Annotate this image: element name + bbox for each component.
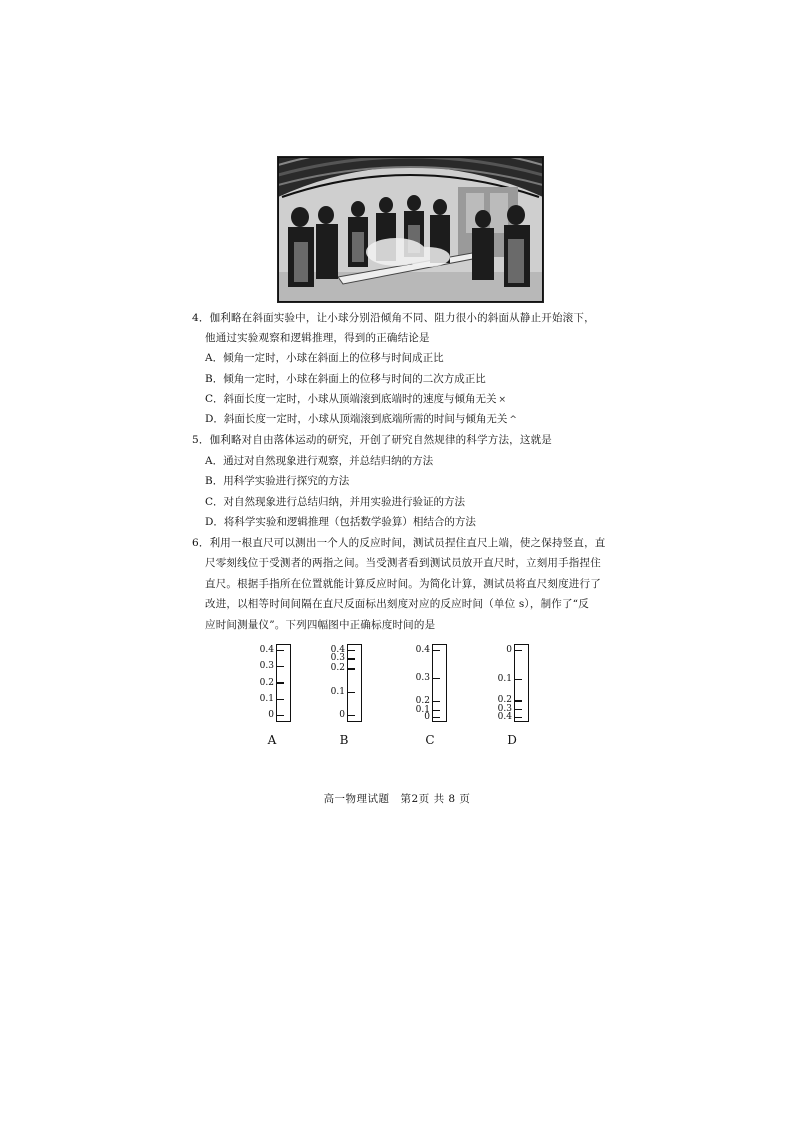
- ruler-tick-label: 0.2: [415, 696, 430, 707]
- q5-option-c-text: C．对自然现象进行总结归纳，并用实验进行验证的方法: [205, 496, 466, 508]
- ruler-tick: [348, 715, 355, 716]
- ruler-tick-label: 0.3: [259, 661, 274, 672]
- q4-option-b[interactable]: [205, 372, 486, 386]
- ruler-tick: [277, 650, 284, 651]
- q4-option-c-handwritten-mark: ×: [498, 395, 507, 405]
- q5-option-d-text: D．将科学实验和逻辑推理（包括数学验算）相结合的方法: [205, 516, 476, 528]
- ruler-tick: [348, 692, 355, 693]
- ruler-tick: [348, 668, 355, 669]
- engraving-image: [278, 157, 543, 302]
- ruler-bar: [347, 644, 362, 722]
- q6-stem-line-1: 6．利用一根直尺可以测出一个人的反应时间，测试员捏住直尺上端，使之保持竖直，直: [192, 537, 606, 549]
- q4-option-b-text: B．倾角一定时，小球在斜面上的位移与时间的二次方成正比: [205, 373, 486, 385]
- ruler-option-letter: B: [339, 733, 349, 747]
- ruler-tick: [515, 700, 522, 701]
- ruler-tick-label: 0.3: [330, 653, 345, 664]
- ruler-tick-label: 0.4: [415, 644, 430, 655]
- ruler-tick-label: 0.1: [330, 686, 345, 697]
- q4-option-c-text: C．斜面长度一定时，小球从顶端滚到底端时的速度与倾角无关: [205, 393, 497, 405]
- ruler-option-letter: C: [425, 733, 435, 747]
- galileo-experiment-engraving: [277, 156, 544, 303]
- ruler-tick: [515, 650, 522, 651]
- ruler-tick: [277, 666, 284, 667]
- q4-option-d-handwritten-mark: ^: [509, 415, 517, 425]
- ruler-tick: [433, 701, 440, 702]
- page-footer: 高一物理试题 第2页 共 8 页: [323, 793, 471, 805]
- ruler-option-letter: A: [267, 733, 277, 747]
- q6-stem-line-2: 尺零刻线位于受测者的两指之间。当受测者看到测试员放开直尺时，立刻用手指捏住: [205, 557, 601, 569]
- ruler-tick-label: 0.3: [415, 672, 430, 683]
- ruler-tick-label: 0: [268, 710, 274, 721]
- q4-option-d-text: D．斜面长度一定时，小球从顶端滚到底端所需的时间与倾角无关: [205, 413, 508, 425]
- q4-option-a[interactable]: [205, 351, 444, 365]
- ruler-tick-label: 0.4: [497, 711, 512, 722]
- ruler-tick: [515, 717, 522, 718]
- ruler-tick-label: 0.4: [259, 644, 274, 655]
- q4-option-a-text: A．倾角一定时，小球在斜面上的位移与时间成正比: [205, 352, 444, 364]
- ruler-bar: [514, 644, 529, 722]
- ruler-tick: [433, 678, 440, 679]
- ruler-tick-label: 0.2: [330, 663, 345, 674]
- ruler-tick: [277, 715, 284, 716]
- ruler-tick: [433, 650, 440, 651]
- q5-stem-line-1: 5．伽利略对自由落体运动的研究，开创了研究自然规律的科学方法，这就是: [192, 434, 552, 446]
- ruler-tick: [277, 682, 284, 683]
- ruler-tick-label: 0.2: [259, 677, 274, 688]
- q6-stem-line-4: 改进，以相等时间间隔在直尺反面标出刻度对应的反应时间（单位 s），制作了“反: [205, 598, 589, 610]
- ruler-tick-label: 0.1: [497, 673, 512, 684]
- ruler-tick: [433, 710, 440, 711]
- ruler-tick: [348, 658, 355, 659]
- ruler-tick-label: 0: [339, 710, 345, 721]
- q5-option-b[interactable]: [205, 474, 349, 488]
- q5-option-a[interactable]: [205, 454, 433, 468]
- ruler-tick-label: 0: [424, 711, 430, 722]
- q5-option-b-text: B．用科学实验进行探究的方法: [205, 475, 350, 487]
- q4-stem-line-2: 他通过实验观察和逻辑推理，得到的正确结论是: [205, 332, 430, 344]
- ruler-option-letter: D: [507, 733, 517, 747]
- ruler-tick-label: 0: [506, 644, 512, 655]
- ruler-tick-label: 0.1: [415, 704, 430, 715]
- q4-option-c[interactable]: [205, 392, 506, 407]
- ruler-tick: [348, 650, 355, 651]
- ruler-tick-label: 0.1: [259, 693, 274, 704]
- ruler-tick: [433, 717, 440, 718]
- q6-stem-line-5: 应时间测量仪”。下列四幅图中正确标度时间的是: [205, 619, 436, 631]
- q6-stem-line-3: 直尺。根据手指所在位置就能计算反应时间。为简化计算，测试员将直尺刻度进行了: [205, 578, 601, 590]
- q5-option-a-text: A．通过对自然现象进行观察，并总结归纳的方法: [205, 455, 434, 467]
- ruler-tick-label: 0.3: [497, 704, 512, 715]
- q5-option-c[interactable]: [205, 495, 465, 509]
- ruler-tick: [277, 699, 284, 700]
- ruler-tick-label: 0.2: [497, 695, 512, 706]
- ruler-tick-label: 0.4: [330, 644, 345, 655]
- q4-option-d[interactable]: [205, 412, 517, 427]
- q5-option-d[interactable]: [205, 515, 476, 529]
- ruler-tick: [515, 679, 522, 680]
- ruler-tick: [515, 709, 522, 710]
- q4-stem-line-1: 4．伽利略在斜面实验中，让小球分别沿倾角不同、阻力很小的斜面从静止开始滚下，: [192, 312, 595, 324]
